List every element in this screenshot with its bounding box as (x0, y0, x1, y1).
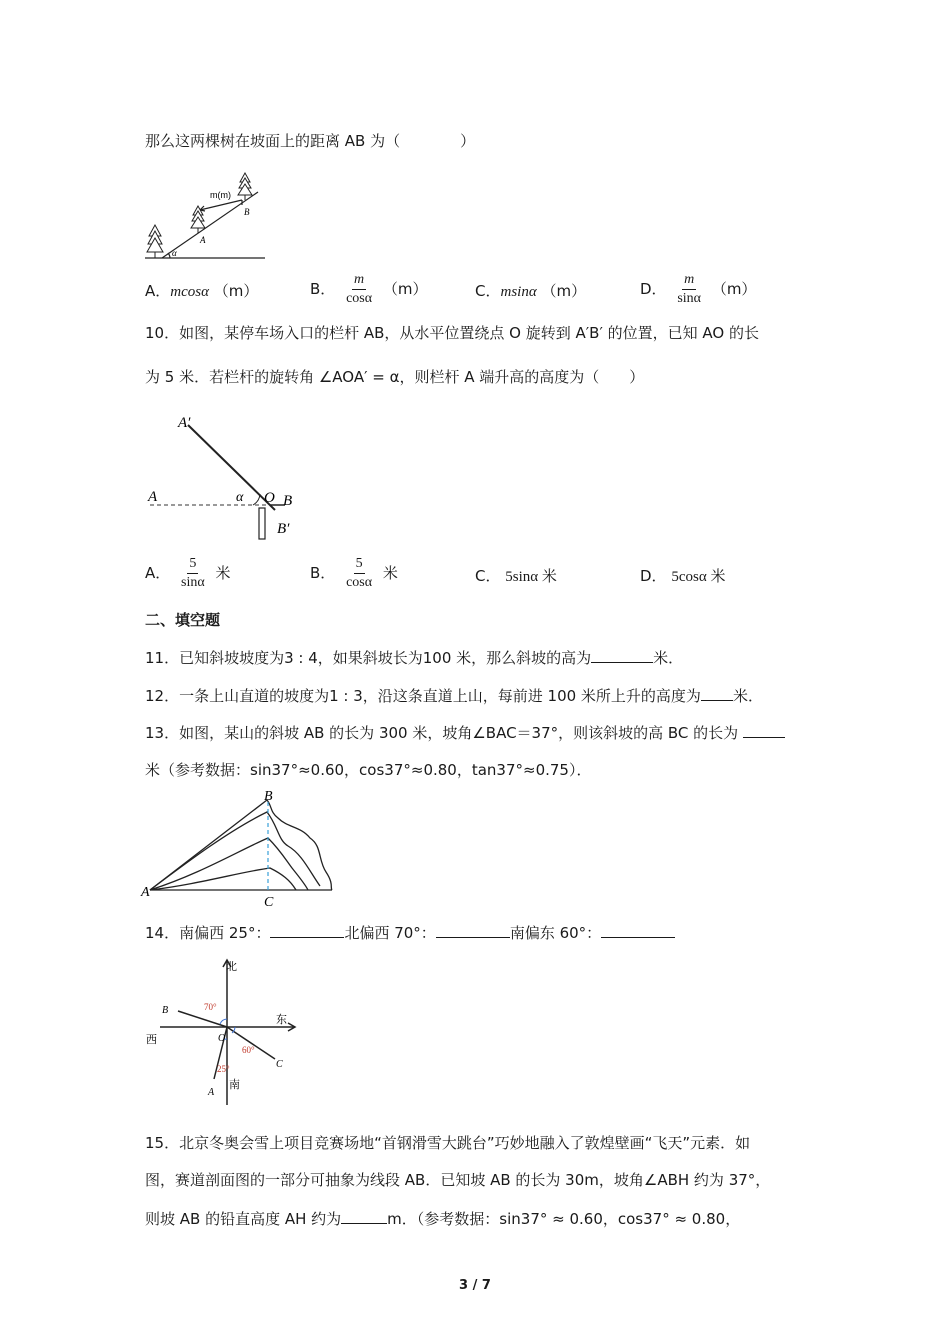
label-A: A (208, 1087, 215, 1098)
label-B: B (162, 1005, 169, 1016)
label-O: O (218, 1033, 226, 1044)
m-arrow (200, 200, 242, 210)
angle-70: 70° (204, 1002, 217, 1012)
q10-option-b: B． $\frac{5}{\cos\alpha}$ 米 (310, 556, 398, 590)
label-O: O (264, 490, 275, 506)
tree-icon (147, 225, 163, 258)
section-title-fill-in: 二、填空题 (145, 611, 221, 629)
q12-answer-blank[interactable] (701, 685, 733, 701)
label-B: B (244, 207, 250, 217)
q11-text: 11．已知斜坡坡度为3 : 4，如果斜坡长为100 米，那么斜坡的高为 米． (145, 649, 684, 667)
label-A: A (200, 235, 206, 245)
q10-line1: 10．如图，某停车场入口的栏杆 AB，从水平位置绕点 O 旋转到 A′B′ 的位置，已知 AO 的长 (145, 324, 759, 342)
label-north: 北 (226, 960, 237, 973)
q13-figure-mountain (140, 788, 340, 908)
tree-icon (238, 173, 252, 200)
q13-line1: 13．如图，某山的斜坡 AB 的长为 300 米，坡角∠BAC＝37°，则该斜坡的高 BC 的长为 (145, 722, 785, 743)
q10-figure-parking-barrier (140, 405, 310, 545)
label-east: 东 (276, 1013, 287, 1026)
q9-figure-slope-trees (140, 170, 270, 265)
q9-option-a: A．mcosα （m） (145, 282, 259, 300)
q14-answer-blank-1[interactable] (270, 922, 344, 938)
q15-line3: 则坡 AB 的铅直高度 AH 约为 m．（参考数据：sin37° ≈ 0.60，cos37° ≈ 0.80， (145, 1210, 741, 1228)
label-B: B (283, 493, 293, 509)
mountain-outline (150, 800, 332, 890)
label-C: C (276, 1059, 283, 1070)
q14-answer-blank-3[interactable] (601, 922, 675, 938)
q15-answer-blank[interactable] (341, 1208, 387, 1224)
q15-line1: 15．北京冬奥会雪上项目竞赛场地“首钢滑雪大跳台”巧妙地融入了敦煌壁画“飞天”元素．如 (145, 1134, 751, 1152)
q10-option-c: C． 5sinα 米 (475, 567, 557, 585)
label-A-prime: A′ (178, 415, 191, 431)
q14-text: 14．南偏西 25°： 北偏西 70°： 南偏东 60°： (145, 922, 675, 943)
label-A: A (148, 489, 158, 505)
label-C: C (264, 895, 274, 908)
label-B-prime: B′ (277, 521, 290, 537)
barrier-post (259, 508, 265, 539)
q9-stem: 那么这两棵树在坡面上的距离 AB 为（ ） (145, 132, 476, 150)
q14-figure-compass-directions (140, 955, 310, 1105)
ray-OB (178, 1011, 227, 1027)
label-A: A (141, 885, 150, 900)
q9-option-c: C．msinα （m） (475, 282, 587, 300)
page-number: 3 / 7 (459, 1278, 491, 1293)
q10-line2: 为 5 米．若栏杆的旋转角 ∠AOA′ = α，则栏杆 A 端升高的高度为（ ） (145, 368, 645, 386)
q9-option-d: D． $\frac{m}{\sin\alpha}$ （m） (640, 272, 757, 306)
label-west: 西 (146, 1033, 157, 1046)
q13-line2: 米（参考数据：sin37°≈0.60，cos37°≈0.80，tan37°≈0.75）． (145, 761, 592, 779)
angle-60: 60° (242, 1045, 255, 1055)
q10-option-d: D． 5cosα 米 (640, 567, 726, 585)
q13-answer-blank[interactable] (743, 722, 785, 738)
q12-text: 12．一条上山直道的坡度为1 : 3，沿这条直道上山，每前进 100 米所上升的高度为 米． (145, 687, 763, 705)
label-south: 南 (229, 1078, 240, 1091)
label-alpha: α (236, 490, 244, 505)
label-alpha: α (172, 248, 177, 258)
barrier-rotated (188, 425, 275, 510)
q15-line2: 图，赛道剖面图的一部分可抽象为线段 AB．已知坡 AB 的长为 30m，坡角∠ABH 约为 37°， (145, 1171, 771, 1189)
q9-option-b: B． $\frac{m}{\cos\alpha}$ （m） (310, 272, 428, 306)
q11-answer-blank[interactable] (591, 647, 653, 663)
label-m: m(m) (210, 190, 231, 200)
angle-25: 25° (217, 1064, 230, 1074)
label-B: B (264, 789, 273, 804)
q14-answer-blank-2[interactable] (436, 922, 510, 938)
q10-option-a: A． $\frac{5}{\sin\alpha}$ 米 (145, 556, 231, 590)
